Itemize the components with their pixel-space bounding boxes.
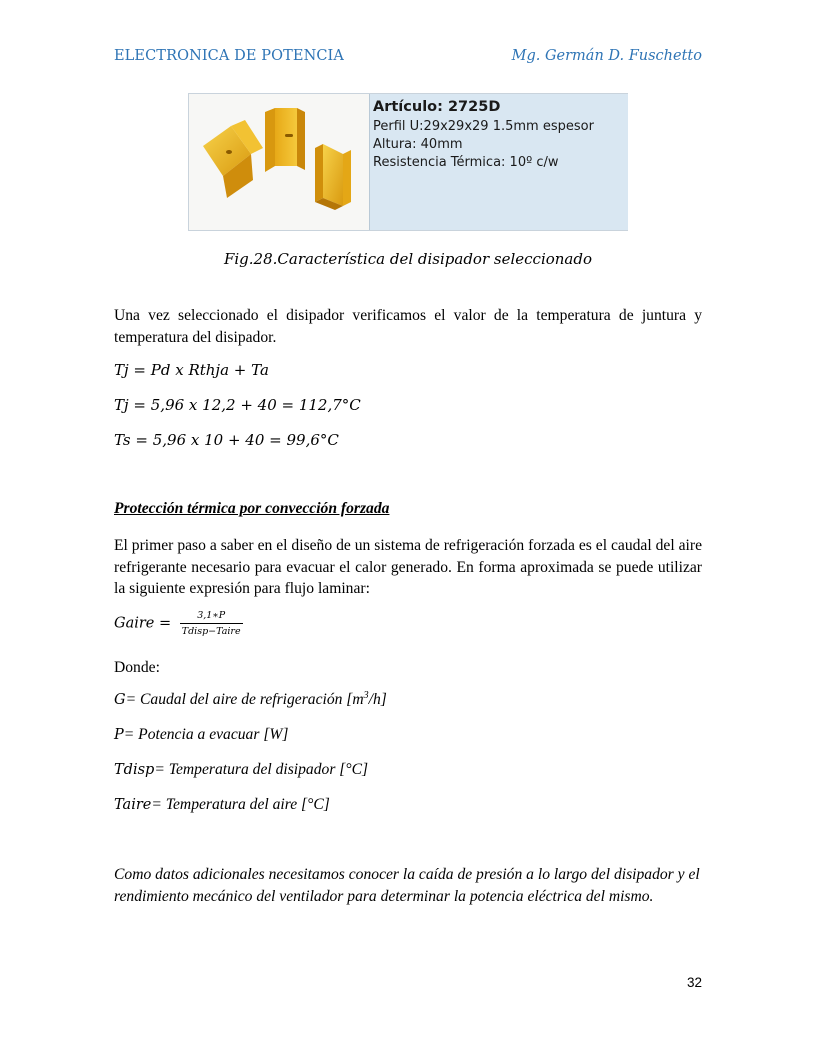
header-author: Mg. Germán D. Fuschetto xyxy=(511,48,702,64)
symbol-g: G xyxy=(114,692,126,709)
header-title: ELECTRONICA DE POTENCIA xyxy=(114,48,344,64)
heatsink-figure xyxy=(188,93,628,231)
spec-title: Artículo: 2725D xyxy=(373,99,501,115)
spec-resistance: Resistencia Térmica: 10º c/w xyxy=(373,155,559,170)
symbol-tdisp: Tdisp xyxy=(114,762,155,778)
gaire-formula xyxy=(114,610,243,637)
heatsink-spec-panel xyxy=(369,94,628,230)
equation-tj-formula: Tj = Pd x Rthja + Ta xyxy=(114,361,269,379)
page-number: 32 xyxy=(686,975,702,990)
section-heading: Protección térmica por convección forzada xyxy=(114,500,390,517)
spec-profile: Perfil U:29x29x29 1.5mm espesor xyxy=(373,119,594,134)
equation-ts-value: Ts = 5,96 x 10 + 40 = 99,6°C xyxy=(114,431,339,449)
formula-numerator: 3,1∗P xyxy=(197,610,226,621)
definition-tdisp: Tdisp= Temperatura del disipador [°C] xyxy=(114,761,369,778)
section-paragraph: El primer paso a saber en el diseño de un sistema de refrigeración forzada es el caudal del aire refrigerante necesario para evacuar el calor generado. En forma aproximada se puede utilizar la siguiente expresión para flujo laminar: xyxy=(114,537,702,597)
definition-taire: Taire= Temperatura del aire [°C] xyxy=(114,796,330,813)
closing-paragraph: Como datos adicionales necesitamos conocer la caída de presión a lo largo del disipador y el rendimiento mecánico del ventilador para determinar la potencia eléctrica del mismo. xyxy=(114,866,700,905)
definition-p: P= Potencia a evacuar [W] xyxy=(114,726,289,743)
heatsink-photo xyxy=(189,94,369,230)
symbol-taire: Taire xyxy=(114,797,152,813)
spec-height: Altura: 40mm xyxy=(373,137,463,152)
formula-denominator: Tdisp−Taire xyxy=(180,623,243,637)
equation-tj-value: Tj = 5,96 x 12,2 + 40 = 112,7°C xyxy=(114,396,361,414)
intro-paragraph: Una vez seleccionado el disipador verificamos el valor de la temperatura de juntura y temperatura del disipador. xyxy=(114,307,702,346)
donde-label: Donde: xyxy=(114,659,160,676)
formula-lhs: Gaire = xyxy=(114,615,172,632)
formula-fraction xyxy=(180,610,243,637)
symbol-p: P xyxy=(114,727,124,743)
definition-g: G= Caudal del aire de refrigeración $[m^3/h]$ xyxy=(114,690,387,709)
figure-caption: Fig.28.Característica del disipador seleccionado xyxy=(223,250,593,268)
